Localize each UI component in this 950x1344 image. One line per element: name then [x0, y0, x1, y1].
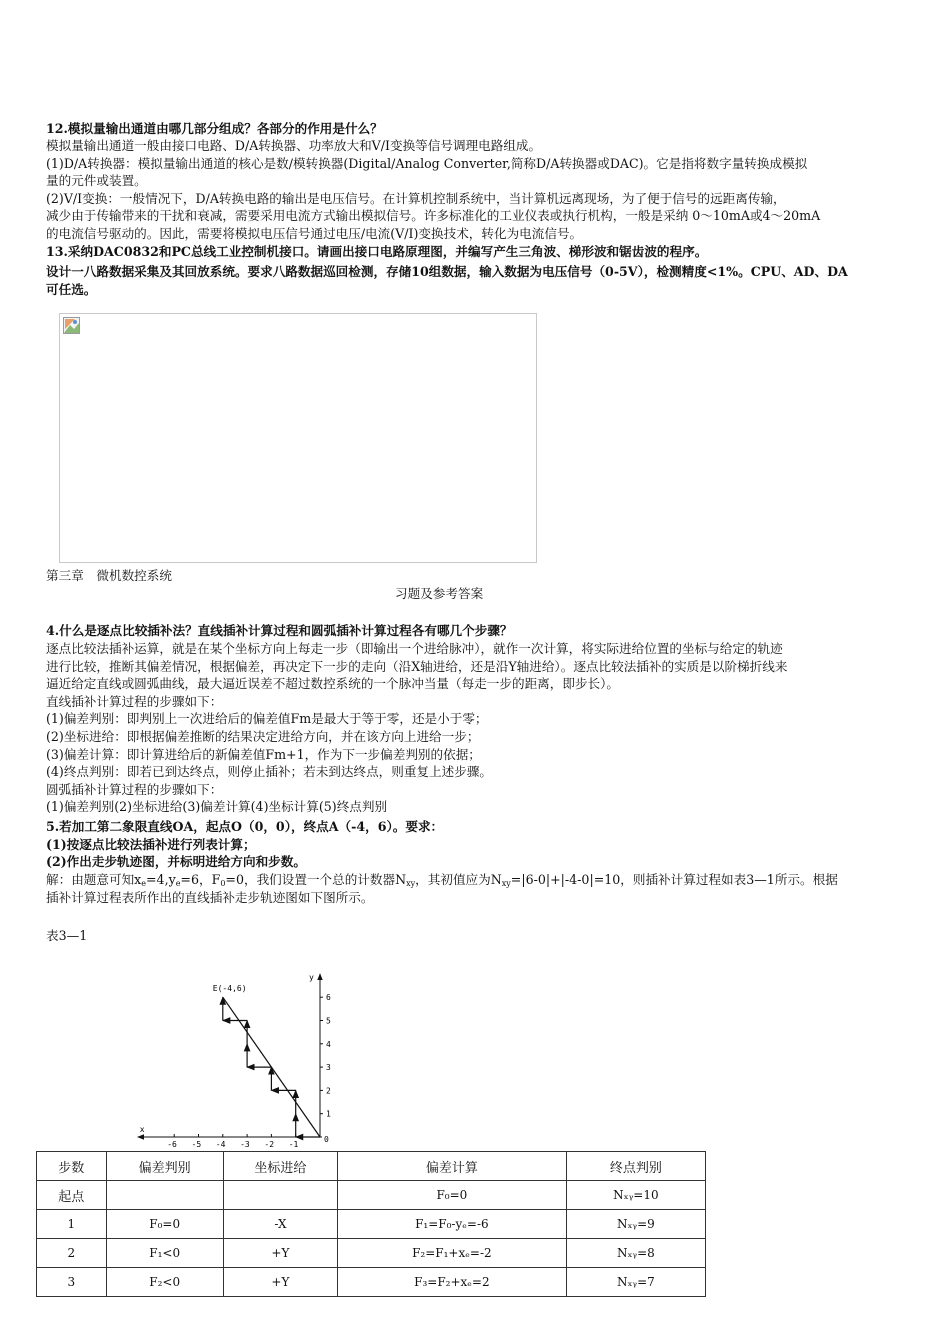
- q12-line: 减少由于传输带来的干扰和衰减，需要采用电流方式输出模拟信号。许多标准化的工业仪表或执行机构，一般是采纳 0～10mA或4～20mA: [46, 208, 821, 224]
- q5-title: 5.若加工第二象限直线OA，起点O（0，0），终点A（-4，6）。要求：: [46, 819, 444, 834]
- cell-feed: +Y: [223, 1239, 337, 1268]
- cell-judge: [106, 1181, 223, 1210]
- cell-step: 1: [37, 1210, 107, 1239]
- q12-title: 12.模拟量输出通道由哪几部分组成？各部分的作用是什么？: [46, 121, 383, 136]
- y-tick-label: 5: [326, 1016, 331, 1026]
- cell-end: Nₓᵧ=8: [566, 1239, 705, 1268]
- cell-feed: -X: [223, 1210, 337, 1239]
- header-cell: 偏差计算: [338, 1152, 567, 1181]
- table-row: [37, 1210, 706, 1239]
- y-tick-label: 1: [326, 1109, 331, 1119]
- cell-end: Nₓᵧ=9: [566, 1210, 705, 1239]
- table-label: 表3—1: [46, 928, 88, 943]
- x-axis-label: x: [139, 1125, 145, 1134]
- end-point-label: E(-4,6): [212, 984, 247, 994]
- cell-judge: F₂<0: [106, 1268, 223, 1297]
- chart-svg: [128, 955, 343, 1153]
- cell-step: 2: [37, 1239, 107, 1268]
- q4-body: [46, 640, 908, 816]
- x-tick-label: -1: [288, 1140, 299, 1149]
- q4-line: (4)终点判别：即若已到达终点，则停止插补；若未到达终点，则重复上述步骤。: [46, 764, 493, 780]
- q4-line: 圆弧插补计算过程的步骤如下：: [46, 781, 223, 797]
- q12-line: 模拟量输出通道一般由接口电路、D/A转换器、功率放大和V/I变换等信号调理电路组成。: [46, 138, 542, 153]
- q4-line: (1)偏差判别：即判别上一次进给后的偏差值Fm是最大于等于零，还是小于零；: [46, 711, 488, 727]
- q4-line: 进行比较，推断其偏差情况，根据偏差，再决定下一步的走向（沿X轴进给，还是沿Y轴进给）。逐点比较法插补的实质是以阶梯折线来: [46, 658, 788, 674]
- q5-solution-line1: 解：由题意可知$x_e=4,y_e=6$，$F_0=0$，我们设置一个总的计数器$N_{xy}$，其初值应为$N_{xy}=|6-0|+|-4-0|=10$，则插补计算过程如表3—1所示。根据: [46, 872, 838, 888]
- step-trajectory-chart: [128, 955, 343, 1153]
- table-header-row: [37, 1152, 706, 1181]
- q5-req1: (1)按逐点比较法插补进行列表计算；: [46, 837, 256, 852]
- cell-feed: [223, 1181, 337, 1210]
- q4-line: (1)偏差判别(2)坐标进给(3)偏差计算(4)坐标计算(5)终点判别: [46, 799, 388, 815]
- header-cell: 坐标进给: [223, 1152, 337, 1181]
- q13-extra-line2: 可任选。: [46, 282, 97, 297]
- q4-line: 逼近给定直线或圆弧曲线，最大逼近误差不超过数控系统的一个脉冲当量（每走一步的距离，即步长）。: [46, 676, 620, 692]
- chapter-subtitle: 习题及参考答案: [395, 586, 484, 601]
- x-tick-label: -5: [191, 1140, 202, 1149]
- cell-end: Nₓᵧ=10: [566, 1181, 705, 1210]
- cell-calc: F₀=0: [338, 1181, 567, 1210]
- q12-line: 量的元件或装置。: [46, 173, 147, 189]
- q12-line: (1)D/A转换器：模拟量输出通道的核心是数/模转换器(Digital/Analog Converter,简称D/A转换器或DAC)。它是指将数字量转换成模拟: [46, 155, 808, 171]
- x-tick-label: -2: [264, 1140, 275, 1149]
- image-placeholder: [59, 313, 537, 563]
- x-tick-label: -6: [167, 1140, 177, 1149]
- q13-extra-line1: 设计一八路数据采集及其回放系统。要求八路数据巡回检测，存储10组数据，输入数据为电压信号（0-5V），检测精度<1%。CPU、AD、DA: [46, 264, 848, 279]
- y-tick-label: 3: [326, 1063, 331, 1073]
- table-row: [37, 1268, 706, 1297]
- cell-step: 3: [37, 1268, 107, 1297]
- chapter-title: 第三章 微机数控系统: [46, 568, 172, 583]
- cell-feed: +Y: [223, 1268, 337, 1297]
- x-tick-label: -3: [240, 1140, 250, 1149]
- q5-req2: (2)作出走步轨迹图，并标明进给方向和步数。: [46, 854, 306, 869]
- header-cell: 终点判别: [566, 1152, 705, 1181]
- q4-line: 直线插补计算过程的步骤如下：: [46, 693, 223, 709]
- cell-calc: F₁=F₀-yₑ=-6: [338, 1210, 567, 1239]
- table-row: [37, 1181, 706, 1210]
- q12-line: 的电流信号驱动的。因此，需要将模拟电压信号通过电压/电流(V/I)变换技术，转化为电流信号。: [46, 225, 583, 241]
- x-tick-label: -4: [215, 1140, 226, 1149]
- q4-line: (2)坐标进给：即根据偏差推断的结果决定进给方向，并在该方向上进给一步；: [46, 728, 480, 744]
- cell-step: 起点: [37, 1181, 107, 1210]
- cell-end: Nₓᵧ=7: [566, 1268, 705, 1297]
- q5-solution-line2: 插补计算过程表所作出的直线插补走步轨迹图如下图所示。: [46, 890, 374, 905]
- broken-image-icon: [63, 317, 80, 334]
- y-tick-label: 4: [326, 1039, 331, 1049]
- q13-title: 13.采纳DAC0832和PC总线工业控制机接口。请画出接口电路原理图，并编写产生三角波、梯形波和锯齿波的程序。: [46, 244, 708, 259]
- header-cell: 偏差判别: [106, 1152, 223, 1181]
- q12-line: (2)V/I变换：一般情况下，D/A转换电路的输出是电压信号。在计算机控制系统中，当计算机远离现场，为了便于信号的远距离传输，: [46, 190, 786, 206]
- q12-body: [46, 137, 908, 243]
- y-tick-label: 2: [326, 1086, 331, 1096]
- q4-line: (3)偏差计算：即计算进给后的新偏差值Fm+1，作为下一步偏差判别的依据；: [46, 746, 481, 762]
- cell-judge: F₁<0: [106, 1239, 223, 1268]
- cell-calc: F₂=F₁+xₑ=-2: [338, 1239, 567, 1268]
- y-axis-label: y: [309, 972, 314, 982]
- table-row: [37, 1239, 706, 1268]
- cell-calc: F₃=F₂+xₑ=2: [338, 1268, 567, 1297]
- interpolation-table: [36, 1151, 706, 1297]
- q4-line: 逐点比较法插补运算，就是在某个坐标方向上每走一步（即输出一个进给脉冲），就作一次计算，将实际进给位置的坐标与给定的轨迹: [46, 641, 783, 656]
- cell-judge: F₀=0: [106, 1210, 223, 1239]
- header-cell: 步数: [37, 1152, 107, 1181]
- origin-label: 0: [324, 1135, 329, 1144]
- y-tick-label: 6: [326, 993, 331, 1003]
- q4-title: 4.什么是逐点比较插补法？直线插补计算过程和圆弧插补计算过程各有哪几个步骤？: [46, 623, 513, 638]
